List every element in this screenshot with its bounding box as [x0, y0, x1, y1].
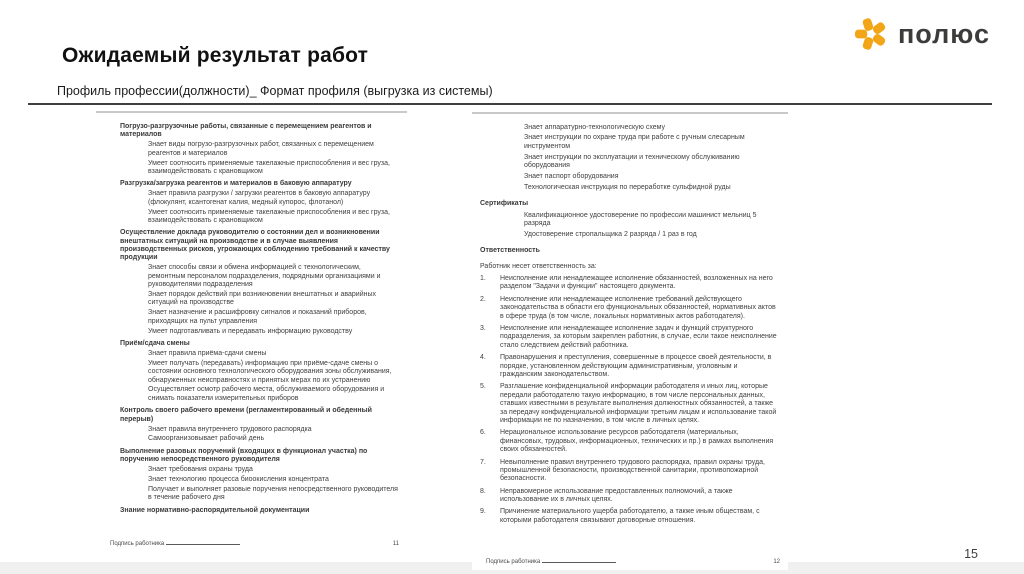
document-right-page-number: 12 [773, 558, 780, 565]
doc-knowledge-item: Знает порядок действий при возникновении внештатных и аварийных ситуаций на производстве [148, 291, 377, 307]
doc-section-heading: Знание нормативно-распорядительной документации [120, 506, 310, 514]
document-right-body [480, 124, 780, 526]
doc-numbered-item [480, 488, 780, 505]
doc-item-text: Неправомерное использование предоставленных полномочий, а также использование их в личных целях. [500, 487, 733, 504]
doc-item-text: Причинение материального ущерба работодателю, а также иным обществам, с которыми работодателя связывают договорные отношения. [500, 508, 760, 524]
doc-item-number: 8. [480, 487, 486, 495]
doc-numbered-item [480, 275, 780, 292]
signature-underline [542, 557, 616, 563]
doc-knowledge-item: Знает требования охраны труда [148, 466, 253, 474]
doc-item-text: Невыполнение правил внутреннего трудового распорядка, правил охраны труда, промышленной безопасности, производственной санитарии, противопожарной безопасности. [500, 458, 765, 483]
doc-item-number: 4. [480, 354, 486, 362]
doc-item-text: Правонарушения и преступления, совершенные в процессе своей деятельности, в порядке, установленном действующим административным, уголовным и гражданским законодательством. [500, 354, 772, 378]
doc-section-heading: Сертификаты [480, 200, 529, 208]
doc-knowledge-item: Знает технологию процесса биоокисления концентрата [148, 475, 329, 483]
slide-page-number: 15 [964, 547, 978, 561]
doc-knowledge-item: Знает способы связи и обмена информацией с технологическим, ремонтным персоналом подразделения, подрядными организациями и руководителями подразделения [148, 264, 381, 289]
doc-knowledge-item: Умеет соотносить применяемые такелажные приспособления и вес груза, взаимодействовать с крановщиком [148, 208, 390, 224]
doc-item-text: Нерациональное использование ресурсов работодателя (материальных, финансовых, трудовых, информационных, технических и пр.) в рамках выполнения своих обязанностей. [500, 429, 774, 454]
doc-item-number: 5. [480, 383, 486, 391]
polyus-logo-text: полюс [898, 18, 990, 49]
doc-item-text: Разглашение конфиденциальной информации работодателя и иных лиц, которые передали работодателю такую информацию, в том числе персональных данных, ставших известными в результате выполнения должностных обязанностей, а также за передачу конфиденциальной информации третьим лицам и использование такой информации не по назначению, в том числе в личных целях. [500, 383, 777, 424]
slide-title: Ожидаемый результат работ [62, 44, 369, 67]
doc-numbered-item [480, 325, 780, 350]
doc-certificate-item: Квалификационное удостоверение по профессии машинист мельниц 5 разряда [524, 211, 757, 228]
doc-knowledge-item: Знает виды погрузо-разгрузочных работ, связанных с перемещением реагентов и материалов [148, 141, 374, 157]
signature-line-left [110, 539, 240, 548]
document-left-page-number: 11 [392, 540, 399, 547]
doc-item-text: Неисполнение или ненадлежащее исполнение задач и функций структурного подразделения, за которым закреплен работник, в случае, если такое неисполнение стало следствием действий работника. [500, 325, 777, 349]
doc-numbered-item [480, 354, 780, 379]
doc-item-text: Неисполнение или ненадлежащее исполнение требований действующего законодательства в области его функциональных обязанностей, нормативных актов в сфере труда (в том числе, локальных нормативных актов работодателя). [500, 295, 776, 320]
doc-item-number: 2. [480, 295, 486, 303]
doc-knowledge-item: Самоорганизовывает рабочий день [148, 435, 265, 443]
doc-knowledge-item: Знает аппаратурно-технологическую схему [524, 123, 666, 131]
doc-numbered-item [480, 296, 780, 321]
signature-label: Подпись работника [486, 558, 541, 565]
signature-underline [166, 539, 240, 545]
doc-knowledge-item: Осуществляет осмотр рабочего места, обслуживаемого оборудования и снимать показатели измерительных приборов [148, 386, 385, 402]
doc-item-number: 6. [480, 429, 486, 437]
doc-item-number: 7. [480, 458, 486, 466]
doc-numbered-item [480, 383, 780, 425]
doc-item-number: 1. [480, 275, 486, 283]
signature-label: Подпись работника [110, 540, 165, 547]
doc-numbered-item [480, 429, 780, 454]
doc-knowledge-item: Получает и выполняет разовые поручения непосредственного руководителя в течение рабочего дня [148, 485, 398, 502]
doc-section-heading: Приём/сдача смены [120, 339, 190, 347]
doc-section-heading: Выполнение разовых поручений (входящих в функционал участка) по поручению непосредственного руководителя [120, 447, 368, 464]
polyus-flower-icon [853, 16, 889, 52]
doc-section-heading: Погрузо-разгрузочные работы, связанные с перемещением реагентов и материалов [120, 123, 372, 139]
document-left-body [120, 123, 400, 515]
doc-item-number: 3. [480, 325, 486, 333]
doc-knowledge-item: Знает инструкции по эксплуатации и техническому обслуживанию оборудования [524, 153, 740, 170]
doc-item-number: 9. [480, 508, 486, 516]
document-page-left [96, 111, 407, 552]
doc-numbered-item [480, 508, 780, 525]
doc-knowledge-item: Технологическая инструкция по переработке сульфидной руды [524, 183, 731, 191]
polyus-logo [853, 16, 990, 52]
doc-item-text: Неисполнение или ненадлежащее исполнение обязанностей, возложенных на него разделом "Задачи и функции" настоящего документа. [500, 275, 773, 291]
doc-knowledge-item: Умеет соотносить применяемые такелажные приспособления и вес груза, взаимодействовать с крановщиком [148, 159, 390, 175]
doc-section-heading: Осуществление доклада руководителю о состоянии дел и возникновении внештатных ситуаций на производстве и в случае выявления производственных рисков, угрожающих соблюдению требований к качеству продукции [120, 229, 390, 262]
doc-knowledge-item: Знает инструкции по охране труда при работе с ручным слесарным инструментом [524, 134, 745, 150]
signature-line-right [486, 557, 616, 566]
doc-paragraph: Работник несет ответственность за: [480, 262, 597, 270]
doc-certificate-item: Удостоверение стропальщика 2 разряда / 1 раз в год [524, 230, 697, 238]
doc-knowledge-item: Знает правила разгрузки / загрузки реагентов в баковую аппаратуру (флокулянт, ксантогенат калия, медный купорос, флотанол) [148, 190, 371, 206]
document-page-right [472, 112, 788, 570]
doc-knowledge-item: Знает назначение и расшифровку сигналов и показаний приборов, приходящих на пульт управления [148, 309, 367, 325]
doc-knowledge-item: Умеет получать (передавать) информацию при приёме-сдаче смены о состоянии основного технологического оборудования зоны обслуживания, обнаруженных неисправностях и принятых мерах по их устранению [148, 359, 392, 384]
doc-knowledge-item: Знает правила приёма-сдачи смены [148, 349, 267, 357]
doc-knowledge-item: Знает паспорт оборудования [524, 172, 619, 180]
doc-numbered-item [480, 459, 780, 484]
doc-section-heading: Контроль своего рабочего времени (регламентированный и обеденный перерыв) [120, 407, 372, 423]
header-divider [28, 103, 992, 105]
doc-section-heading: Ответственность [480, 247, 540, 255]
doc-section-heading: Разгрузка/загрузка реагентов и материалов в баковую аппаратуру [120, 180, 352, 188]
doc-knowledge-item: Умеет подготавливать и передавать информацию руководству [148, 327, 353, 335]
slide-subtitle: Профиль профессии(должности)_ Формат профиля (выгрузка из системы) [57, 84, 493, 98]
doc-knowledge-item: Знает правила внутреннего трудового распорядка [148, 425, 312, 433]
